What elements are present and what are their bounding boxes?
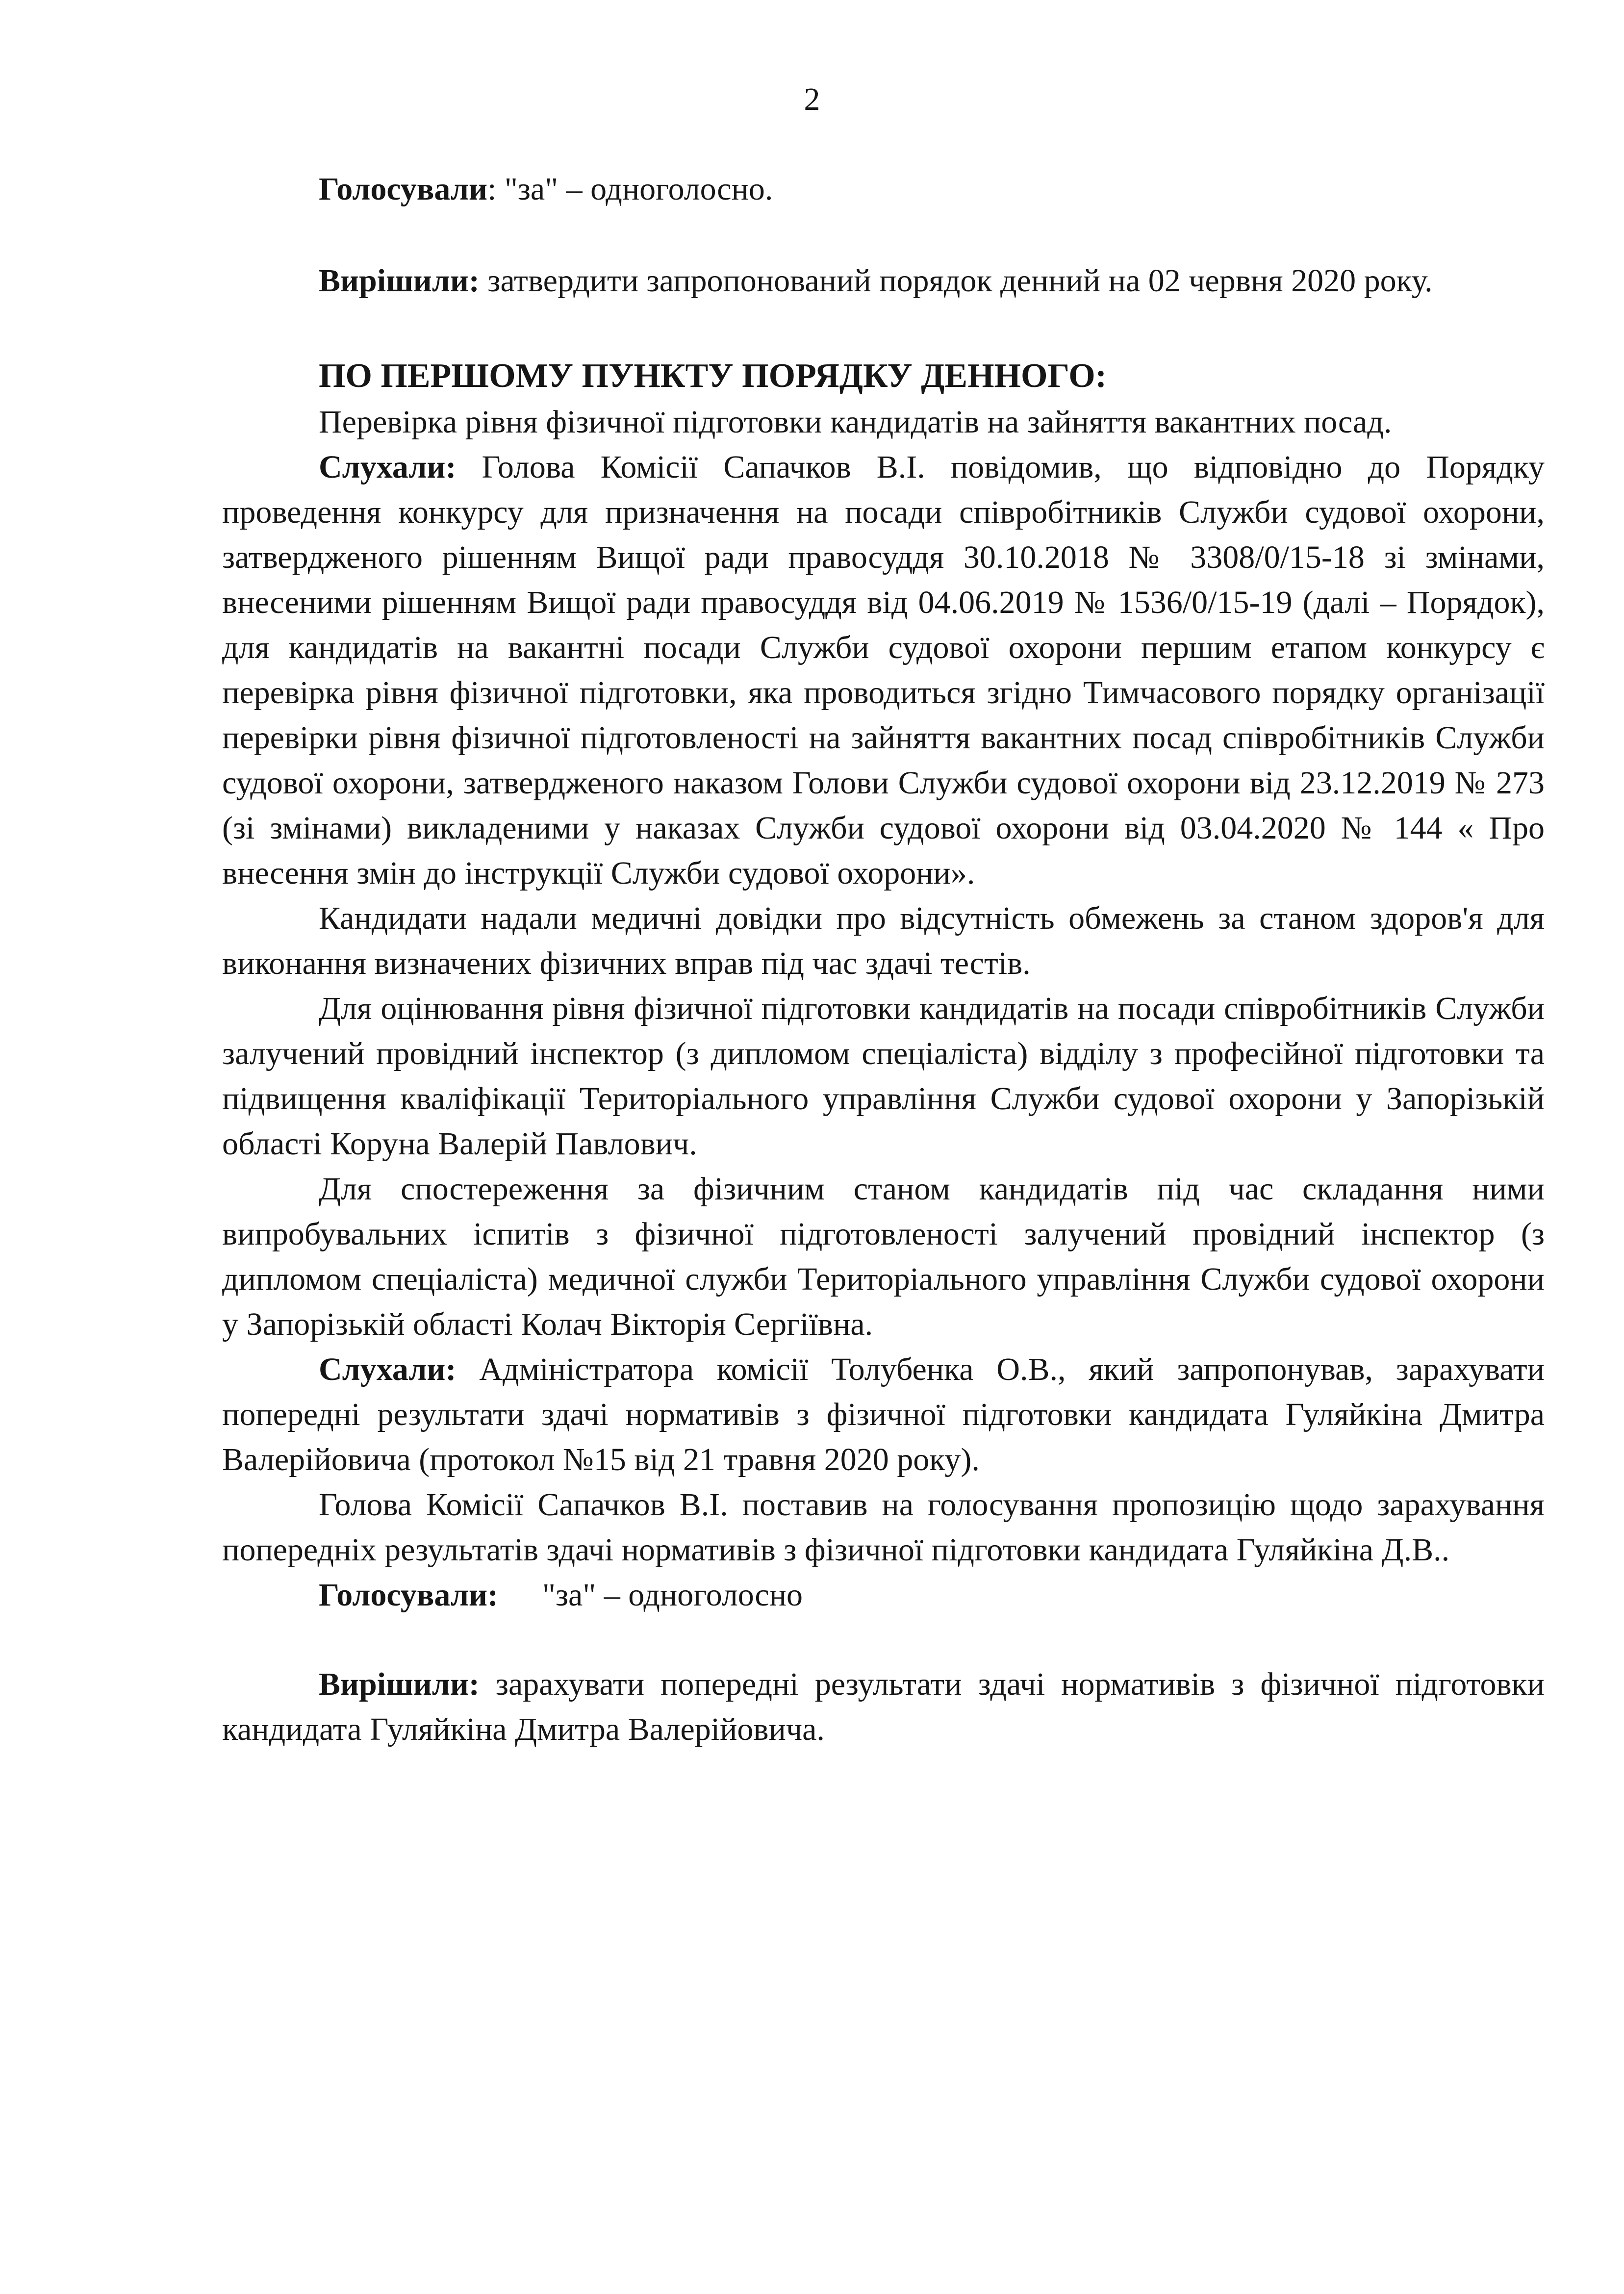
decision-1 bbox=[222, 258, 1545, 304]
decision-text: зарахувати попередні результати здачі нормативів з фізичної підготовки кандидата Гуляйкіна Дмитра Валерійовича. bbox=[222, 1666, 1545, 1747]
vote-label: Голосували bbox=[319, 171, 488, 207]
heard-text: Голова Комісії Сапачков В.І. повідомив, що відповідно до Порядку проведення конкурсу для призначення на посади співробітників Служби судової охорони, затвердженого рішенням Вищої ради правосуддя 30.10.2018 № 3308/0/15-18 зі змінами, внесеними рішенням Вищої ради правосуддя від 04.06.2019 № 1536/0/15-19 (далі – Порядок), для кандидатів на вакантні посади Служби судової охорони першим етапом конкурсу є перевірка рівня фізичної підготовки, яка проводиться згідно Тимчасового порядку організації перевірки рівня фізичної підготовленості на зайняття вакантних посад співробітників Служби судової охорони, затвердженого наказом Голови Служби судової охорони від 23.12.2019 № 273 (зі змінами) викладеними у наказах Служби судової охорони від 03.04.2020 № 144 « Про внесення змін до інструкції Служби судової охорони». bbox=[222, 449, 1545, 891]
heard-1 bbox=[222, 445, 1545, 896]
page-number: 2 bbox=[804, 81, 820, 117]
paragraph-observer: Для спостереження за фізичним станом кандидатів під час складання ними випробувальних іспитів з фізичної підготовленості залучений провідний інспектор (з дипломом спеціаліста) медичної служби Територіального управління Служби судової охорони у Запорізькій області Колач Вікторія Сергіївна. bbox=[222, 1171, 1545, 1342]
vote-result-1 bbox=[222, 167, 1545, 212]
decision-label: Вирішили: bbox=[319, 1666, 480, 1702]
paragraph-inspector: Для оцінювання рівня фізичної підготовки кандидатів на посади співробітників Служби залучений провідний інспектор (з дипломом спеціаліста) відділу з професійної підготовки та підвищення кваліфікації Територіального управління Служби судової охорони у Запорізькій області Коруна Валерій Павлович. bbox=[222, 991, 1545, 1162]
vote-label: Голосували: bbox=[319, 1577, 499, 1613]
decision-text: затвердити запропонований порядок денний на 02 червня 2020 року. bbox=[479, 263, 1433, 299]
heard-label: Слухали: bbox=[319, 449, 457, 485]
vote-result-2 bbox=[222, 1573, 1545, 1618]
heard-2 bbox=[222, 1347, 1545, 1482]
paragraph-medical: Кандидати надали медичні довідки про відсутність обмежень за станом здоров'я для виконання визначених фізичних вправ під час здачі тестів. bbox=[222, 900, 1545, 981]
vote-text: : "за" – одноголосно. bbox=[487, 171, 773, 207]
heard-label: Слухали: bbox=[319, 1351, 457, 1387]
section-subject: Перевірка рівня фізичної підготовки кандидатів на зайняття вакантних посад. bbox=[319, 404, 1392, 440]
section-heading: ПО ПЕРШОМУ ПУНКТУ ПОРЯДКУ ДЕННОГО: bbox=[319, 357, 1107, 395]
decision-2 bbox=[222, 1662, 1545, 1752]
document-body bbox=[222, 167, 1545, 1752]
decision-label: Вирішили: bbox=[319, 263, 480, 299]
paragraph-proposal: Голова Комісії Сапачков В.І. поставив на голосування пропозицію щодо зарахування попередніх результатів здачі нормативів з фізичної підготовки кандидата Гуляйкіна Д.В.. bbox=[222, 1487, 1545, 1568]
vote-text: "за" – одноголосно bbox=[542, 1577, 803, 1613]
heard-text: Адміністратора комісії Толубенка О.В., який запропонував, зарахувати попередні результати здачі нормативів з фізичної підготовки кандидата Гуляйкіна Дмитра Валерійовича (протокол №15 від 21 травня 2020 року). bbox=[222, 1351, 1545, 1478]
